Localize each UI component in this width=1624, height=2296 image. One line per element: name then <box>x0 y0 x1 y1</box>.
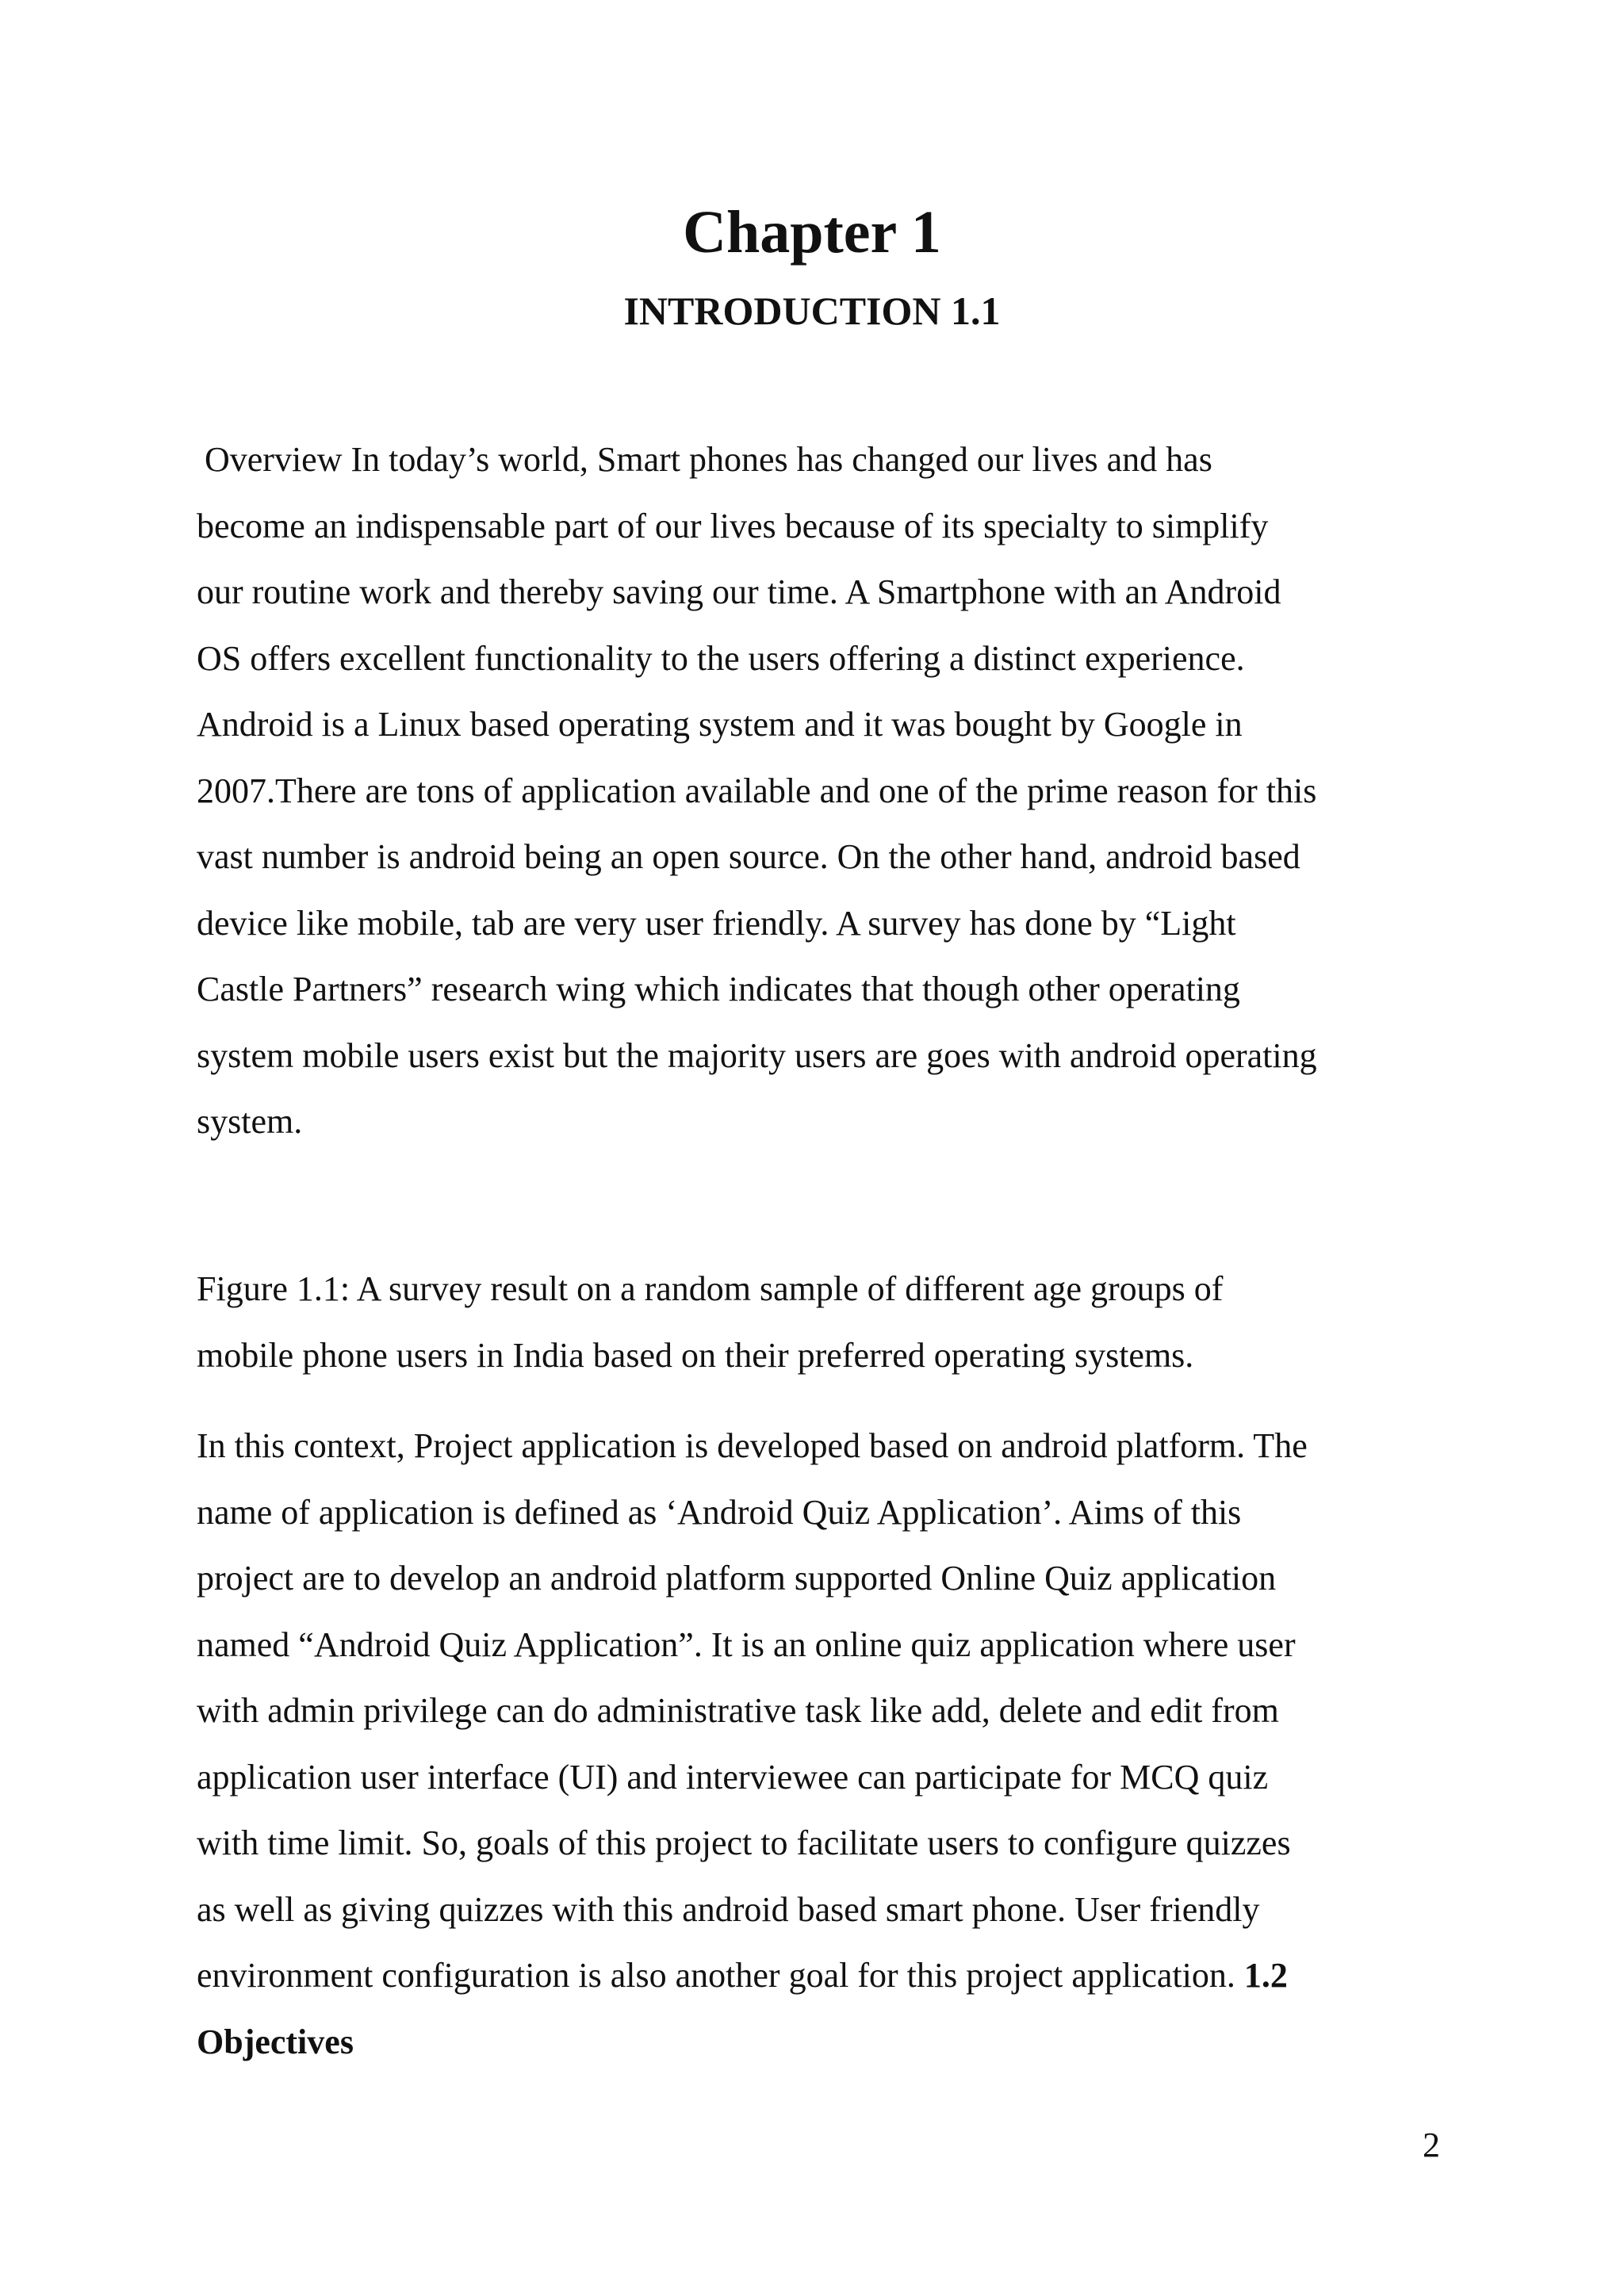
paragraph-line: application user interface (UI) and interviewee can participate for MCQ quiz <box>197 1757 1269 1797</box>
paragraph-line: named “Android Quiz Application”. It is an online quiz application where user <box>197 1624 1296 1664</box>
context-paragraph <box>197 1413 1450 2075</box>
paragraph-line: 2007.There are tons of application available and one of the prime reason for this <box>197 771 1317 810</box>
paragraph-line: Castle Partners” research wing which indicates that though other operating <box>197 970 1240 1008</box>
paragraph-line: project are to develop an android platform supported Online Quiz application <box>197 1559 1277 1598</box>
paragraph-line: system. <box>197 1102 303 1141</box>
paragraph-line: with time limit. So, goals of this project to facilitate users to configure quizzes <box>197 1823 1291 1862</box>
paragraph-line: become an indispensable part of our lives because of its specialty to simplify <box>197 506 1269 545</box>
paragraph-line: Android is a Linux based operating system and it was bought by Google in <box>197 705 1243 744</box>
paragraph-line: our routine work and thereby saving our time. A Smartphone with an Android <box>197 572 1281 611</box>
next-section-number: 1.2 <box>1243 1956 1288 1995</box>
overview-paragraph <box>197 427 1450 1155</box>
paragraph-line: vast number is android being an open source. On the other hand, android based <box>197 837 1300 876</box>
page-number: 2 <box>1423 2126 1440 2164</box>
paragraph-line: OS offers excellent functionality to the users offering a distinct experience. <box>197 638 1245 678</box>
paragraph-line: device like mobile, tab are very user friendly. A survey has done by “Light <box>197 903 1236 943</box>
paragraph-line: with admin privilege can do administrative task like add, delete and edit from <box>197 1691 1279 1730</box>
caption-line: mobile phone users in India based on their preferred operating systems. <box>197 1335 1194 1375</box>
caption-line: Figure 1.1: A survey result on a random sample of different age groups of <box>197 1269 1224 1308</box>
chapter-title: Chapter 1 <box>683 199 941 266</box>
section-heading: INTRODUCTION 1.1 <box>623 289 1001 333</box>
paragraph-line: Overview In today’s world, Smart phones has changed our lives and has <box>205 440 1212 479</box>
paragraph-line-text: environment configuration is also another goal for this project application. <box>197 1956 1235 1995</box>
figure-caption <box>197 1256 1450 1388</box>
paragraph-line: In this context, Project application is developed based on android platform. The <box>197 1426 1308 1465</box>
paragraph-line <box>197 1942 1450 2009</box>
next-section-title: Objectives <box>197 2022 354 2061</box>
paragraph-line: as well as giving quizzes with this android based smart phone. User friendly <box>197 1889 1260 1929</box>
paragraph-line: system mobile users exist but the majority users are goes with android operating <box>197 1035 1317 1075</box>
paragraph-line: name of application is defined as ‘Android Quiz Application’. Aims of this <box>197 1492 1242 1532</box>
